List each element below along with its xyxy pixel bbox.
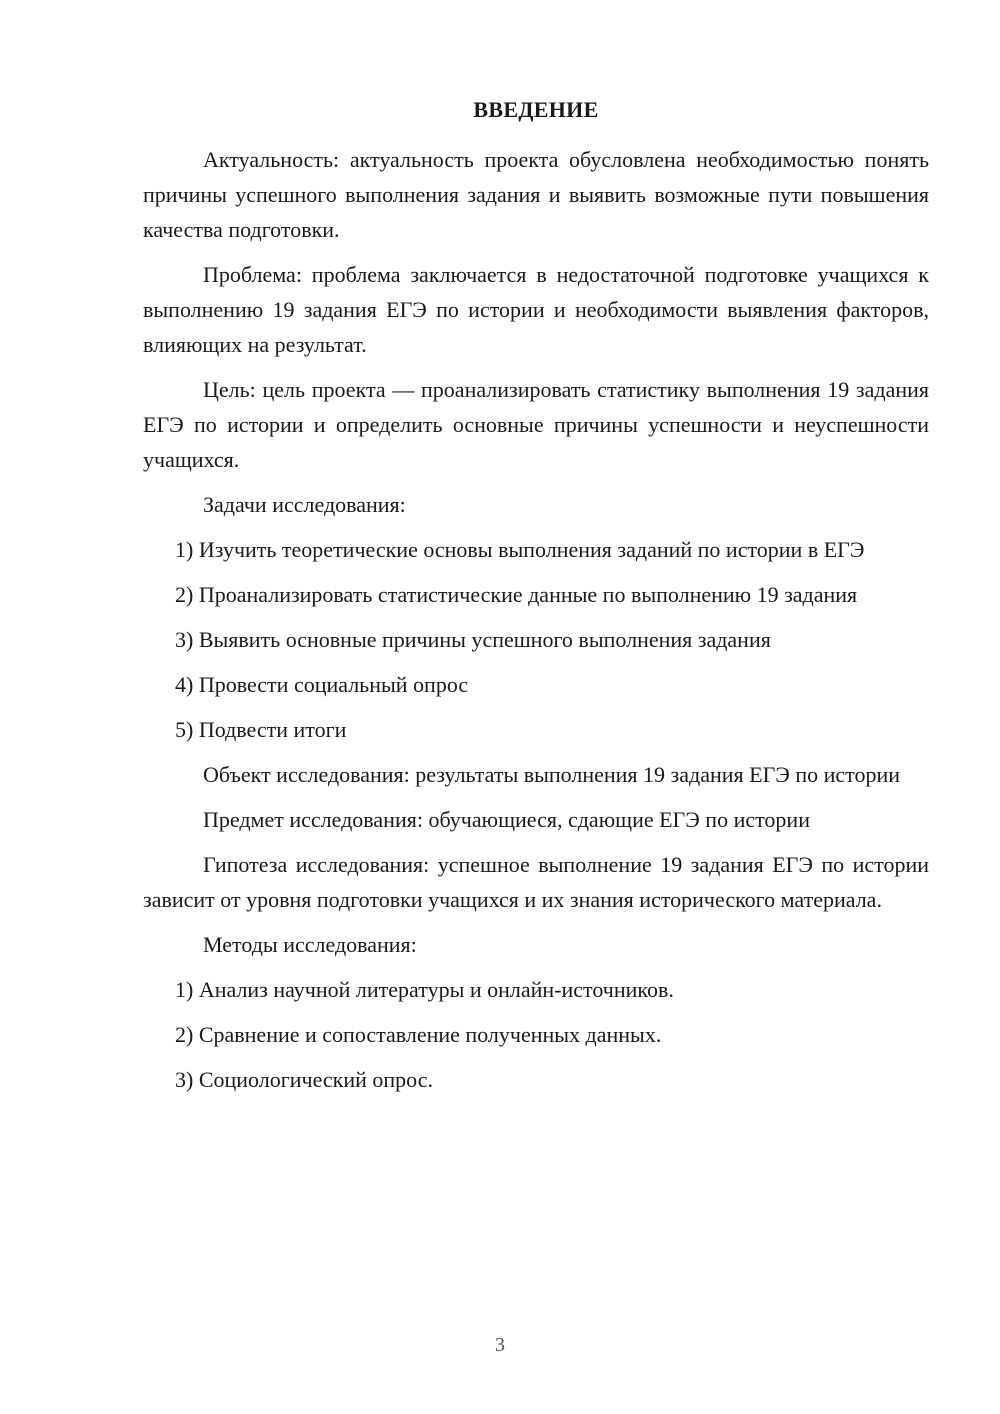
page-number: 3	[495, 1334, 505, 1356]
hypothesis-paragraph: Гипотеза исследования: успешное выполнение 19 задания ЕГЭ по истории зависит от уровня подготовки учащихся и их знания исторического материала.	[143, 852, 929, 912]
goal-paragraph: Цель: цель проекта — проанализировать статистику выполнения 19 задания ЕГЭ по истории и определить основные причины успешности и неуспешности учащихся.	[143, 377, 929, 472]
task-item-3: 3) Выявить основные причины успешного выполнения задания	[175, 627, 771, 652]
relevance-paragraph: Актуальность: актуальность проекта обусловлена необходимостью понять причины успешного выполнения задания и выявить возможные пути повышения качества подготовки.	[143, 147, 929, 242]
section-title: ВВЕДЕНИЕ	[473, 97, 599, 122]
method-item-2: 2) Сравнение и сопоставление полученных данных.	[175, 1022, 662, 1047]
methods-heading: Методы исследования:	[203, 932, 417, 957]
task-item-4: 4) Провести социальный опрос	[175, 672, 469, 697]
subject-paragraph: Предмет исследования: обучающиеся, сдающие ЕГЭ по истории	[203, 807, 810, 832]
method-item-1: 1) Анализ научной литературы и онлайн-источников.	[175, 977, 674, 1002]
document-page	[143, 94, 929, 1107]
task-item-1: 1) Изучить теоретические основы выполнения заданий по истории в ЕГЭ	[175, 537, 865, 562]
object-paragraph: Объект исследования: результаты выполнения 19 задания ЕГЭ по истории	[203, 762, 900, 787]
tasks-heading: Задачи исследования:	[203, 492, 406, 517]
task-item-2: 2) Проанализировать статистические данные по выполнению 19 задания	[175, 582, 858, 607]
task-item-5: 5) Подвести итоги	[175, 717, 347, 742]
method-item-3: 3) Социологический опрос.	[175, 1067, 433, 1092]
problem-paragraph: Проблема: проблема заключается в недостаточной подготовке учащихся к выполнению 19 задания ЕГЭ по истории и необходимости выявления факторов, влияющих на результат.	[143, 262, 929, 357]
